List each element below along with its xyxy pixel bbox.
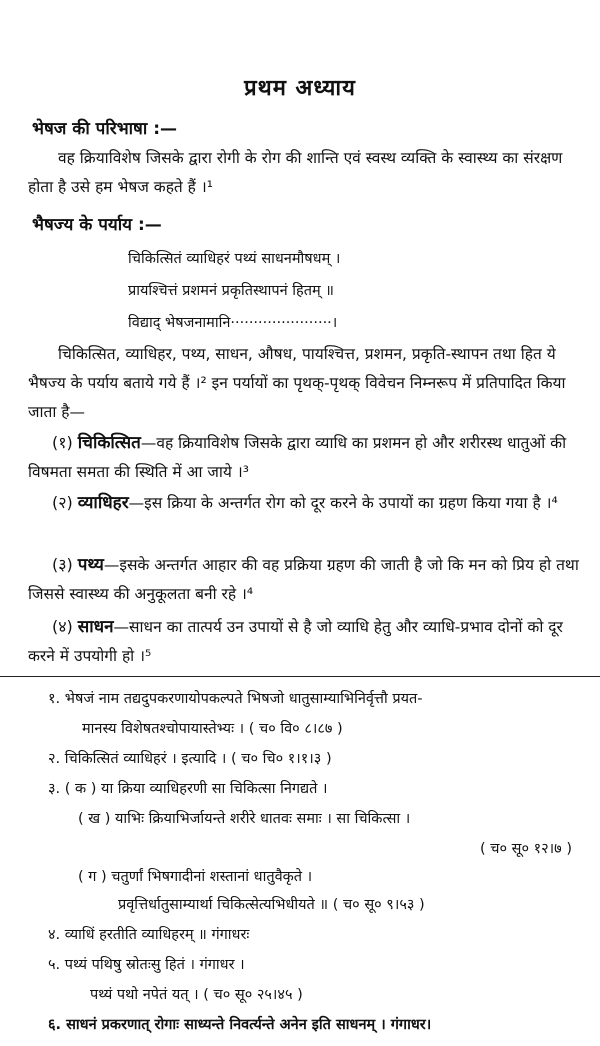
- footnote-3c: ( ग ) चतुर्णां भिषगादीनां शस्तानां धातुवैकृते ।: [78, 869, 313, 885]
- footnote-1: १. भेषजं नाम तद्यदुपकरणायोपकल्पते भिषजो धातुसाम्याभिनिर्वृत्तौ प्रयत- मानस्य विशेषतश्चोपायास्तेभ्यः । ( च० वि० ८।८७ ): [48, 691, 423, 737]
- heading-synonyms: भैषज्य के पर्याय :—: [32, 215, 162, 235]
- verse-line-1: चिकित्सितं व्याधिहरं पथ्यं साधनमौषधम् ।: [128, 251, 341, 267]
- list-item: (२) व्याधिहर—इस क्रिया के अन्तर्गत रोग को दूर करने के उपायों का ग्रहण किया गया है ।⁴: [52, 493, 558, 513]
- term-vyadhihara: व्याधिहर: [77, 493, 129, 513]
- heading-definition: भेषज की परिभाषा :—: [32, 119, 177, 139]
- list-item: (३) पथ्य—इसके अन्तर्गत आहार की वह प्रक्रिया ग्रहण की जाती है जो कि मन को प्रिय हो तथा जिससे स्वास्थ्य की अनुकूलता बनी रहे ।⁴: [28, 555, 579, 603]
- footnote-3c-line2: प्रवृत्तिर्धातुसाम्यार्था चिकित्सेत्यभिधीयते ॥ ( च० सू० ९।५३ ): [118, 897, 425, 913]
- chapter-title: प्रथम अध्याय: [244, 76, 356, 101]
- footnote-5b: पथ्यं पथो नपेतं यत् । ( च० सू० २५।४५ ): [90, 987, 303, 1003]
- term-chikitsita: चिकित्सित: [77, 433, 141, 453]
- term-sadhana: साधन: [77, 617, 114, 637]
- footnote-divider: [0, 676, 600, 677]
- verse-line-3: विद्याद् भेषजनामानि······················।: [128, 315, 338, 331]
- footnote-3b-ref: ( च० सू० १२।७ ): [480, 841, 572, 857]
- footnote-2: २. चिकित्सितं व्याधिहरं । इत्यादि । ( च० चि० १।१।३ ): [48, 751, 332, 767]
- paragraph-synonyms: चिकित्सित, व्याधिहर, पथ्य, साधन, औषध, पायश्चित्त, प्रशमन, प्रकृति-स्थापन तथा हित ये भैषज्य के पर्याय बताये गये हैं ।² इन पर्यायों का पृथक्-पृथक् विवेचन निम्नरूप में प्रतिपादित किया जाता है—: [28, 345, 566, 421]
- footnote-6: ६. साधनं प्रकरणात् रोगाः साध्यन्ते निवर्त्यन्ते अनेन इति साधनम् । गंगाधर।: [48, 1017, 432, 1033]
- term-pathya: पथ्य: [77, 555, 104, 575]
- footnote-4: ४. व्याधिं हरतीति व्याधिहरम् ॥ गंगाधरः: [48, 927, 250, 943]
- footnote-3: ३. ( क ) या क्रिया व्याधिहरणी सा चिकित्सा निगद्यते ।: [48, 781, 328, 797]
- list-item: (१) चिकित्सित—वह क्रियाविशेष जिसके द्वारा व्याधि का प्रशमन हो और शरीरस्थ धातुओं की विषमता समता की स्थिति में आ जाये ।³: [28, 433, 567, 481]
- footnote-3b: ( ख ) याभिः क्रियाभिर्जायन्ते शरीरे धातवः समाः । सा चिकित्सा ।: [78, 811, 411, 827]
- footnote-5: ५. पथ्यं पथिषु स्रोतःसु हितं । गंगाधर ।: [48, 957, 245, 973]
- verse-line-2: प्रायश्चित्तं प्रशमनं प्रकृतिस्थापनं हितम् ॥: [128, 283, 334, 299]
- list-item: (४) साधन—साधन का तात्पर्य उन उपायों से है जो व्याधि हेतु और व्याधि-प्रभाव दोनों को दूर करने में उपयोगी हो ।⁵: [28, 617, 563, 665]
- paragraph-definition: वह क्रियाविशेष जिसके द्वारा रोगी के रोग की शान्ति एवं स्वस्थ व्यक्ति के स्वास्थ्य का संरक्षण होता है उसे हम भेषज कहते हैं ।¹: [28, 149, 563, 196]
